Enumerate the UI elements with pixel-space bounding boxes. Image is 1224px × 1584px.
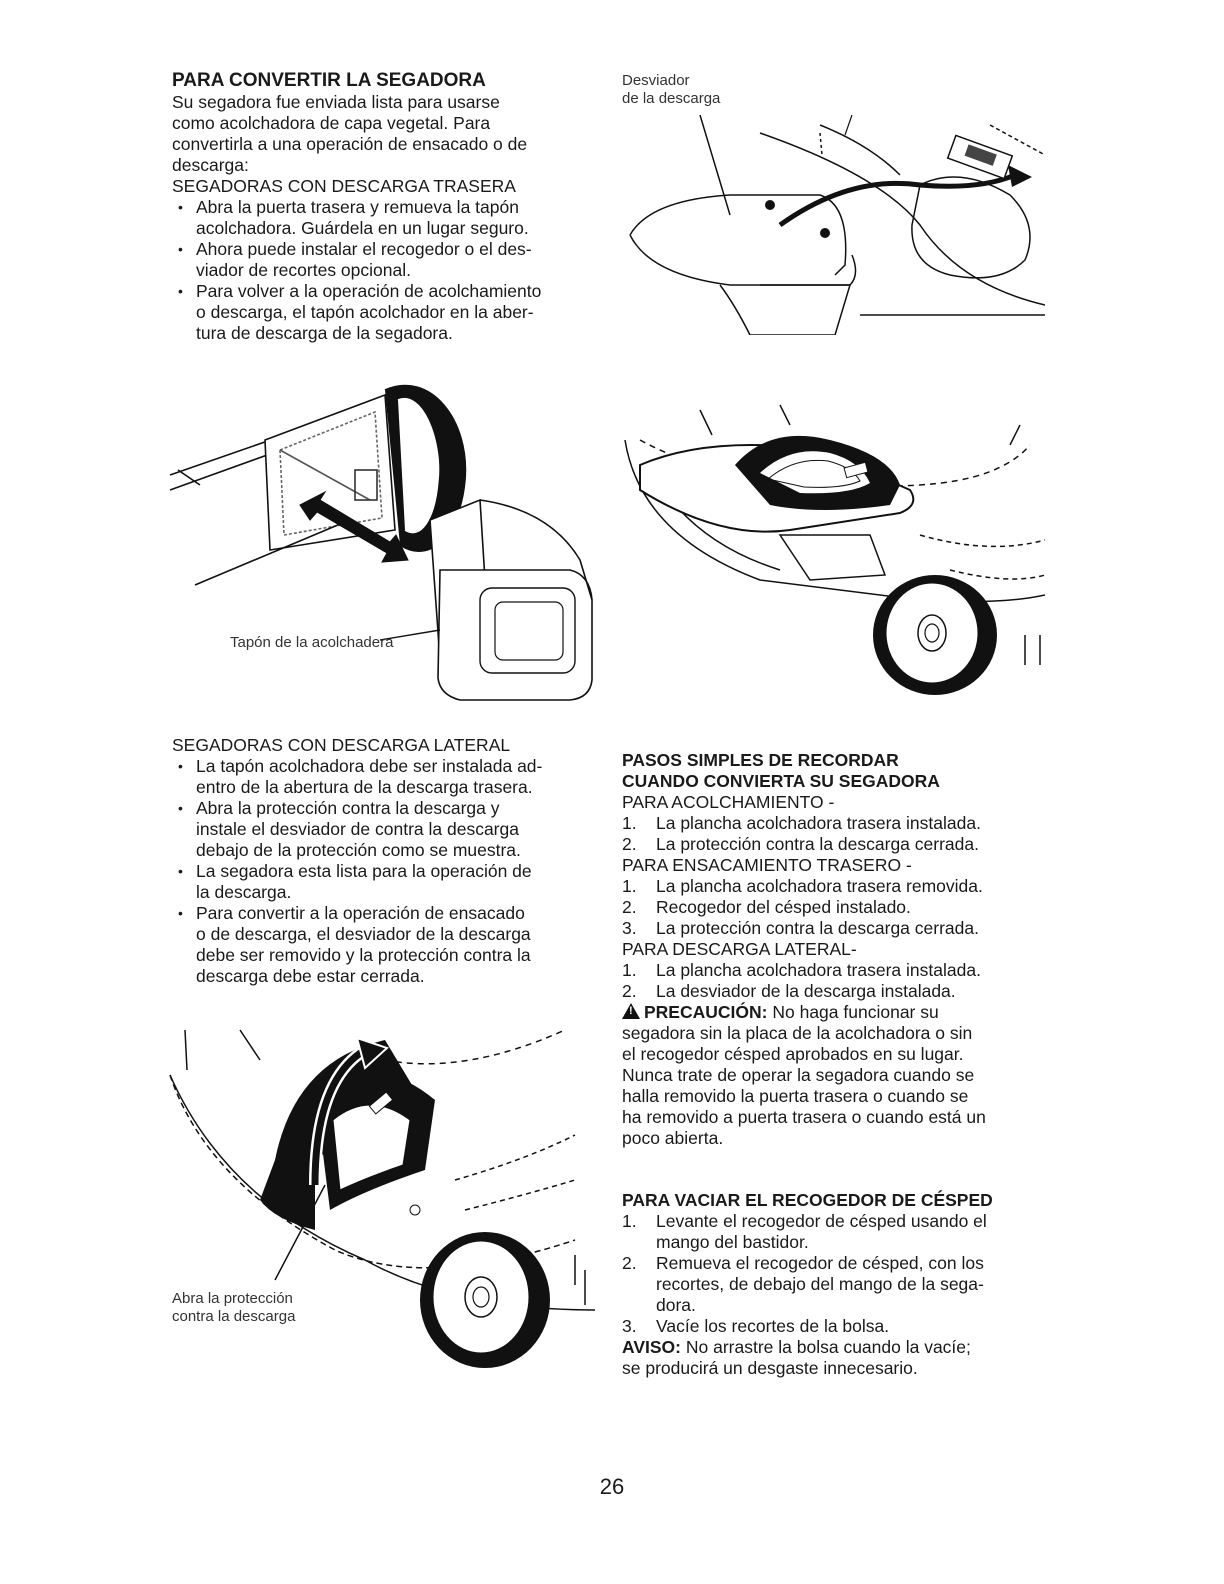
steps-list-side [622,960,1052,1002]
list-item: 2. Remueva el recogedor de césped, con los recortes, de debajo del mango de la sega- dora. [622,1253,984,1315]
intro-line: como acolchadora de capa vegetal. Para [172,113,491,133]
intro-line: convertirla a una operación de ensacado o de [172,134,528,154]
list-item: 1. Levante el recogedor de césped usando el mango del bastidor. [622,1211,987,1252]
heading-steps: PASOS SIMPLES DE RECORDAR [622,750,899,770]
rear-discharge-list [172,197,602,344]
list-item: • Ahora puede instalar el recogedor o el des- viador de recortes opcional. [172,239,602,281]
caution-line: segadora sin la placa de la acolchadora o sin [622,1023,973,1043]
caution-label: PRECAUCIÓN: [644,1002,768,1022]
list-item: 2. Recogedor del césped instalado. [622,897,911,917]
list-item: 2. La protección contra la descarga cerrada. [622,834,979,854]
caption-mulch-plug: Tapón de la acolchadera [230,634,394,651]
steps-list-rear-bag [622,876,1052,939]
notice-paragraph: AVISO: No arrastre la bolsa cuando la vacíe; [622,1337,971,1357]
list-item: 1. La plancha acolchadora trasera instalada. [622,813,981,833]
list-item: • La segadora esta lista para la operación de la descarga. [172,861,602,903]
group-title: PARA ENSACAMIENTO TRASERO - [622,855,912,875]
list-item: 3. La protección contra la descarga cerrada. [622,918,979,938]
group-title: PARA DESCARGA LATERAL- [622,939,857,959]
list-item: 1. La plancha acolchadora trasera removida. [622,876,983,896]
list-item: • Para convertir a la operación de ensacado o de descarga, el desviador de la descarga debe ser removido y la protección contra la descarga debe estar cerrada. [172,903,602,987]
side-discharge-mower-illustration [620,395,1045,695]
caption-open-guard: Abra la protección contra la descarga [172,1290,296,1325]
caution-line: poco abierta. [622,1128,724,1148]
warning-icon [622,1003,640,1019]
heading-steps: CUANDO CONVIERTA SU SEGADORA [622,771,940,791]
heading-convert: PARA CONVERTIR LA SEGADORA [172,70,486,91]
deflector-illustration [620,115,1045,335]
mulch-plug-illustration [160,360,610,705]
steps-list-mulch [622,813,1052,855]
section-side-discharge [172,735,602,987]
page-number: 26 [599,1474,625,1499]
side-discharge-list [172,756,602,987]
list-item: 3. Vacíe los recortes de la bolsa. [622,1316,890,1336]
intro-line: Su segadora fue enviada lista para usarse [172,92,500,112]
notice-line: se producirá un desgaste innecesario. [622,1358,918,1378]
section-empty-bag [622,1190,1052,1379]
section-convert [172,70,602,344]
caution-line: ha removido a puerta trasera o cuando está un [622,1107,986,1127]
subheading-side-discharge: SEGADORAS CON DESCARGA LATERAL [172,735,511,755]
open-guard-illustration [165,1020,595,1390]
heading-empty-bag: PARA VACIAR EL RECOGEDOR DE CÉSPED [622,1190,993,1210]
list-item: • Para volver a la operación de acolchamiento o descarga, el tapón acolchador en la aber- tura de descarga de la segadora. [172,281,602,344]
list-item: 1. La plancha acolchadora trasera instalada. [622,960,981,980]
notice-label: AVISO: [622,1337,681,1357]
subheading-rear-discharge: SEGADORAS CON DESCARGA TRASERA [172,176,516,196]
list-item: • Abra la puerta trasera y remueva la tapón acolchadora. Guárdela en un lugar seguro. [172,197,602,239]
group-title: PARA ACOLCHAMIENTO - [622,792,835,812]
list-item: 2. La desviador de la descarga instalada. [622,981,956,1001]
list-item: • Abra la protección contra la descarga y instale el desviador de contra la descarga debajo de la protección como se muestra. [172,798,602,861]
caption-deflector: Desviador de la descarga [622,72,721,107]
section-steps [622,750,1052,1149]
caution-line: el recogedor césped aprobados en su lugar. [622,1044,964,1064]
caution-line: Nunca trate de operar la segadora cuando se [622,1065,975,1085]
list-item: • La tapón acolchadora debe ser instalada ad- entro de la abertura de la descarga trasera. [172,756,602,798]
intro-line: descarga: [172,155,249,175]
empty-bag-list [622,1211,1052,1337]
caution-line: halla removido la puerta trasera o cuando se [622,1086,969,1106]
caution-paragraph: !PRECAUCIÓN: No haga funcionar su [622,1002,1052,1023]
